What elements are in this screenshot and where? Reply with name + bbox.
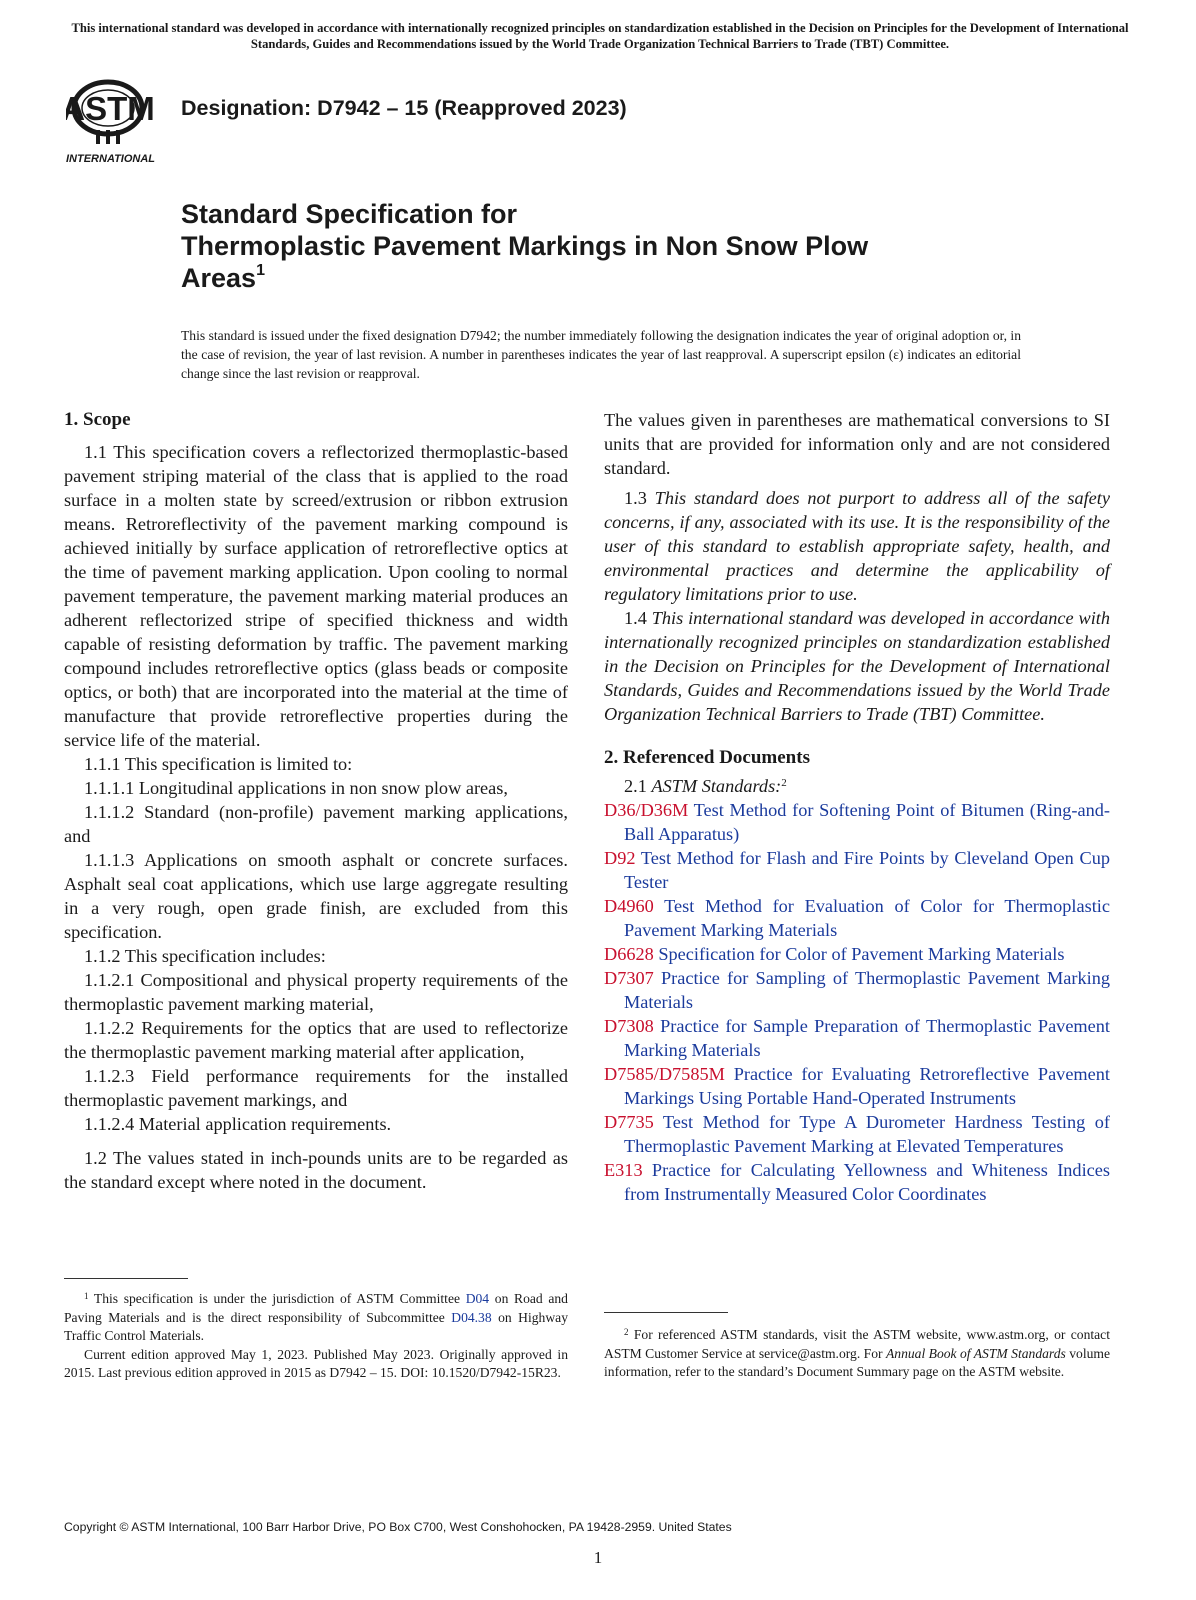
para-1-1-2-1: 1.1.2.1 Compositional and physical property requirements of the thermoplastic pavement marking material, <box>64 970 568 1014</box>
para-2-1: ASTM Standards: <box>651 776 782 796</box>
reference-code-link[interactable]: D7307 <box>604 968 654 988</box>
title-line-3: Areas <box>181 263 257 293</box>
reference-item <box>604 846 1110 894</box>
reference-title-link[interactable]: Practice for Sample Preparation of Thermoplastic Pavement Marking Materials <box>624 1016 1110 1060</box>
reference-title-link[interactable]: Test Method for Softening Point of Bitumen (Ring-and-Ball Apparatus) <box>624 800 1110 844</box>
reference-title-link[interactable]: Practice for Sampling of Thermoplastic Pavement Marking Materials <box>624 968 1110 1012</box>
logo-wordmark: ASTM <box>66 90 155 127</box>
subcommittee-link[interactable]: D04.38 <box>451 1309 492 1325</box>
para-1-1-1-2: 1.1.1.2 Standard (non-profile) pavement marking applications, and <box>64 802 568 846</box>
para-1-1-2-4: 1.1.2.4 Material application requirements. <box>84 1114 392 1134</box>
astm-logo <box>66 70 166 166</box>
footnote-1-text-c: on Highway Traffic Control Materials. <box>64 1309 568 1343</box>
copyright-line: Copyright © ASTM International, 100 Barr Harbor Drive, PO Box C700, West Conshohocken, PA 19428-2959. United States <box>64 1520 732 1534</box>
reference-code-link[interactable]: E313 <box>604 1160 643 1180</box>
reference-item <box>604 1062 1110 1110</box>
title-line-2: Thermoplastic Pavement Markings in Non Snow Plow <box>181 231 869 261</box>
section-2-heading: 2. Referenced Documents <box>604 747 810 768</box>
page-number: 1 <box>593 1548 603 1567</box>
footnote-1-marker: 1 <box>84 1291 89 1301</box>
footnote-2 <box>604 1326 1110 1382</box>
footnote-2-text-a: For referenced ASTM standards, visit the ASTM website, www.astm.org, or contact ASTM Customer Service at service@astm.org. For <box>604 1327 1110 1361</box>
reference-code-link[interactable]: D36/D36M <box>604 800 689 820</box>
designation: Designation: D7942 – 15 (Reapproved 2023) <box>181 96 627 120</box>
left-column <box>64 408 568 1194</box>
reference-title-link[interactable]: Test Method for Evaluation of Color for Thermoplastic Pavement Marking Materials <box>624 896 1110 940</box>
para-1-1-1-1: 1.1.1.1 Longitudinal applications in non snow plow areas, <box>84 778 508 798</box>
title-footnote-ref[interactable]: 1 <box>256 262 265 279</box>
reference-code-link[interactable]: D92 <box>604 848 636 868</box>
reference-title-link[interactable]: Specification for Color of Pavement Marking Materials <box>658 944 1065 964</box>
para-1-2: 1.2 The values stated in inch-pounds units are to be regarded as the standard except where noted in the document. <box>64 1148 568 1192</box>
footnote-1-current-edition: Current edition approved May 1, 2023. Published May 2023. Originally approved in 2015. Last previous edition approved in 2015 as D7942 – 15. DOI: 10.1520/D7942-15R23. <box>64 1346 568 1380</box>
para-1-3: This standard does not purport to address all of the safety concerns, if any, associated with its use. It is the responsibility of the user of this standard to establish appropriate safety, health, and environmental practices and determine the applicability of regulatory limitations prior to use. <box>604 488 1110 604</box>
section-1-heading: 1. Scope <box>64 409 131 430</box>
right-column <box>604 408 1110 1206</box>
footnote-2-text-b: volume information, refer to the standard’s Document Summary page on the ASTM website. <box>604 1345 1110 1379</box>
footnote-rule-right <box>604 1312 728 1313</box>
reference-item <box>604 798 1110 846</box>
logo-subtext: INTERNATIONAL <box>66 153 156 165</box>
para-1-3-number: 1.3 <box>624 488 647 508</box>
reference-title-link[interactable]: Test Method for Type A Durometer Hardness Testing of Thermoplastic Pavement Marking at Elevated Temperatures <box>624 1112 1110 1156</box>
reference-code-link[interactable]: D4960 <box>604 896 654 916</box>
reference-title-link[interactable]: Practice for Evaluating Retroreflective Pavement Markings Using Portable Hand-Operated Instruments <box>624 1064 1110 1108</box>
reference-title-link[interactable]: Practice for Calculating Yellowness and Whiteness Indices from Instrumentally Measured Color Coordinates <box>624 1160 1110 1204</box>
reference-code-link[interactable]: D7735 <box>604 1112 654 1132</box>
para-1-1-1: 1.1.1 This specification is limited to: <box>84 754 353 774</box>
reference-item <box>604 894 1110 942</box>
reference-item <box>604 942 1110 966</box>
para-1-1-1-3: 1.1.1.3 Applications on smooth asphalt or concrete surfaces. Asphalt seal coat applications, which use large aggregate resulting in a very rough, open grade finish, are excluded from this specification. <box>64 850 568 942</box>
para-2-1-number: 2.1 <box>624 776 647 796</box>
para-2-1-footnote-ref[interactable]: 2 <box>781 777 787 789</box>
title-line-1: Standard Specification for <box>181 199 518 229</box>
footnote-1-text-b: on Road and Paving Materials and is the direct responsibility of Subcommittee <box>64 1291 568 1325</box>
referenced-documents-list <box>604 798 1110 1206</box>
para-1-1-2-2: 1.1.2.2 Requirements for the optics that are used to reflectorize the thermoplastic pavement marking material after application, <box>64 1018 568 1062</box>
preamble: This standard is issued under the fixed designation D7942; the number immediately following the designation indicates the year of original adoption or, in the case of revision, the year of last revision. A number in parentheses indicates the year of last reapproval. A superscript epsilon (ε) indicates an editorial change since the last revision or reapproval. <box>181 328 1021 381</box>
reference-title-link[interactable]: Test Method for Flash and Fire Points by Cleveland Open Cup Tester <box>624 848 1110 892</box>
reference-item <box>604 966 1110 1014</box>
footnote-1-text-a: This specification is under the jurisdiction of ASTM Committee <box>93 1291 461 1306</box>
reference-code-link[interactable]: D7308 <box>604 1016 654 1036</box>
footnote-1 <box>64 1290 568 1383</box>
para-1-1-2: 1.1.2 This specification includes: <box>84 946 326 966</box>
reference-code-link[interactable]: D7585/D7585M <box>604 1064 725 1084</box>
reference-code-link[interactable]: D6628 <box>604 944 654 964</box>
reference-item <box>604 1158 1110 1206</box>
para-1-1-2-3: 1.1.2.3 Field performance requirements for the installed thermoplastic pavement markings, and <box>64 1066 568 1110</box>
para-1-1: 1.1 This specification covers a reflectorized thermoplastic-based pavement striping material of the class that is applied to the road surface in a molten state by screed/extrusion or ribbon extrusion means. Retroreflectivity of the pavement marking compound is achieved initially by surface application of retroreflective optics at the time of pavement marking application. Upon cooling to normal pavement temperature, the pavement marking material produces an adherent reflectorized stripe of specified thickness and width capable of resisting deformation by traffic. The pavement marking compound includes retroreflective optics (glass beads or composite optics, or both) that are incorporated into the material at the time of manufacture that provide retroreflective properties during the service life of the material. <box>64 442 568 750</box>
committee-link[interactable]: D04 <box>465 1291 490 1306</box>
tbt-notice: This international standard was developed in accordance with internationally recognized principles on standardization established in the Decision on Principles for the Development of International Standards, Guides and Recommendations issued by the World Trade Organization Technical Barriers to Trade (TBT) Committee. <box>71 21 1129 51</box>
para-1-2-continued: The values given in parentheses are mathematical conversions to SI units that are provided for information only and are not considered standard. <box>604 410 1110 478</box>
footnote-2-marker: 2 <box>624 1327 629 1337</box>
footnote-2-italic: Annual Book of ASTM Standards <box>885 1345 1066 1361</box>
reference-item <box>604 1014 1110 1062</box>
document-title <box>181 198 981 294</box>
footnote-rule-left <box>64 1278 188 1279</box>
para-1-4: This international standard was developed in accordance with internationally recognized principles on standardization established in the Decision on Principles for the Development of International Standards, Guides and Recommendations issued by the World Trade Organization Technical Barriers to Trade (TBT) Committee. <box>604 608 1110 724</box>
para-1-4-number: 1.4 <box>624 608 647 628</box>
reference-item <box>604 1110 1110 1158</box>
